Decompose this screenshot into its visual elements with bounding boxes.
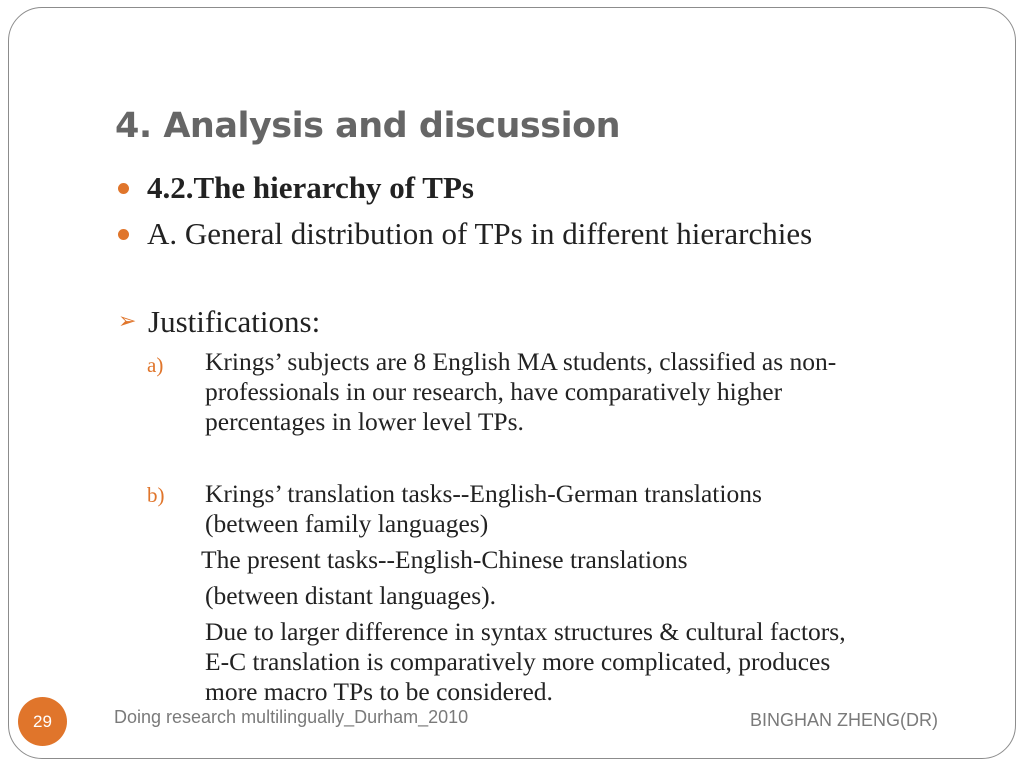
item-a-line: percentages in lower level TPs. — [205, 407, 524, 436]
item-b-due-line: Due to larger difference in syntax structures & cultural factors, — [205, 617, 846, 646]
footer-event-text: Doing research multilingually_Durham_2010 — [114, 707, 469, 727]
item-b-due-line: more macro TPs to be considered. — [205, 677, 553, 706]
bullet-distribution-text: A. General distribution of TPs in different hierarchies — [147, 216, 813, 251]
item-b-marker: b) — [147, 483, 165, 507]
bullet-hierarchy-text: 4.2.The hierarchy of TPs — [147, 170, 474, 205]
item-b-due-text — [205, 617, 846, 707]
slide-number: 29 — [33, 711, 52, 731]
bullet-hierarchy — [118, 170, 474, 206]
item-a-line: Krings’ subjects are 8 English MA students, classified as non- — [205, 347, 837, 376]
item-a-line: professionals in our research, have comparatively higher — [205, 377, 783, 406]
item-b-due-line: E-C translation is comparatively more complicated, produces — [205, 647, 831, 676]
item-b-distant-line: (between distant languages). — [205, 581, 497, 610]
orange-dot-icon — [118, 229, 129, 240]
footer-author-text: BINGHAN ZHENG(DR) — [750, 710, 938, 730]
justifications-heading-text: Justifications: — [148, 304, 321, 339]
item-b-line: Krings’ translation tasks--English-German translations — [205, 479, 762, 508]
item-b-line: (between family languages) — [205, 509, 489, 538]
slide-title: 4. Analysis and discussion — [115, 106, 621, 146]
item-b-present-line: The present tasks--English-Chinese translations — [201, 545, 688, 574]
item-b-text — [205, 479, 762, 539]
bullet-distribution — [118, 216, 812, 252]
item-a-text — [205, 347, 836, 437]
slide-number-badge — [18, 697, 67, 746]
orange-arrow-icon: ➢ — [118, 309, 137, 334]
item-a-marker: a) — [147, 353, 164, 377]
orange-dot-icon — [118, 183, 129, 194]
justifications-heading — [118, 304, 320, 340]
